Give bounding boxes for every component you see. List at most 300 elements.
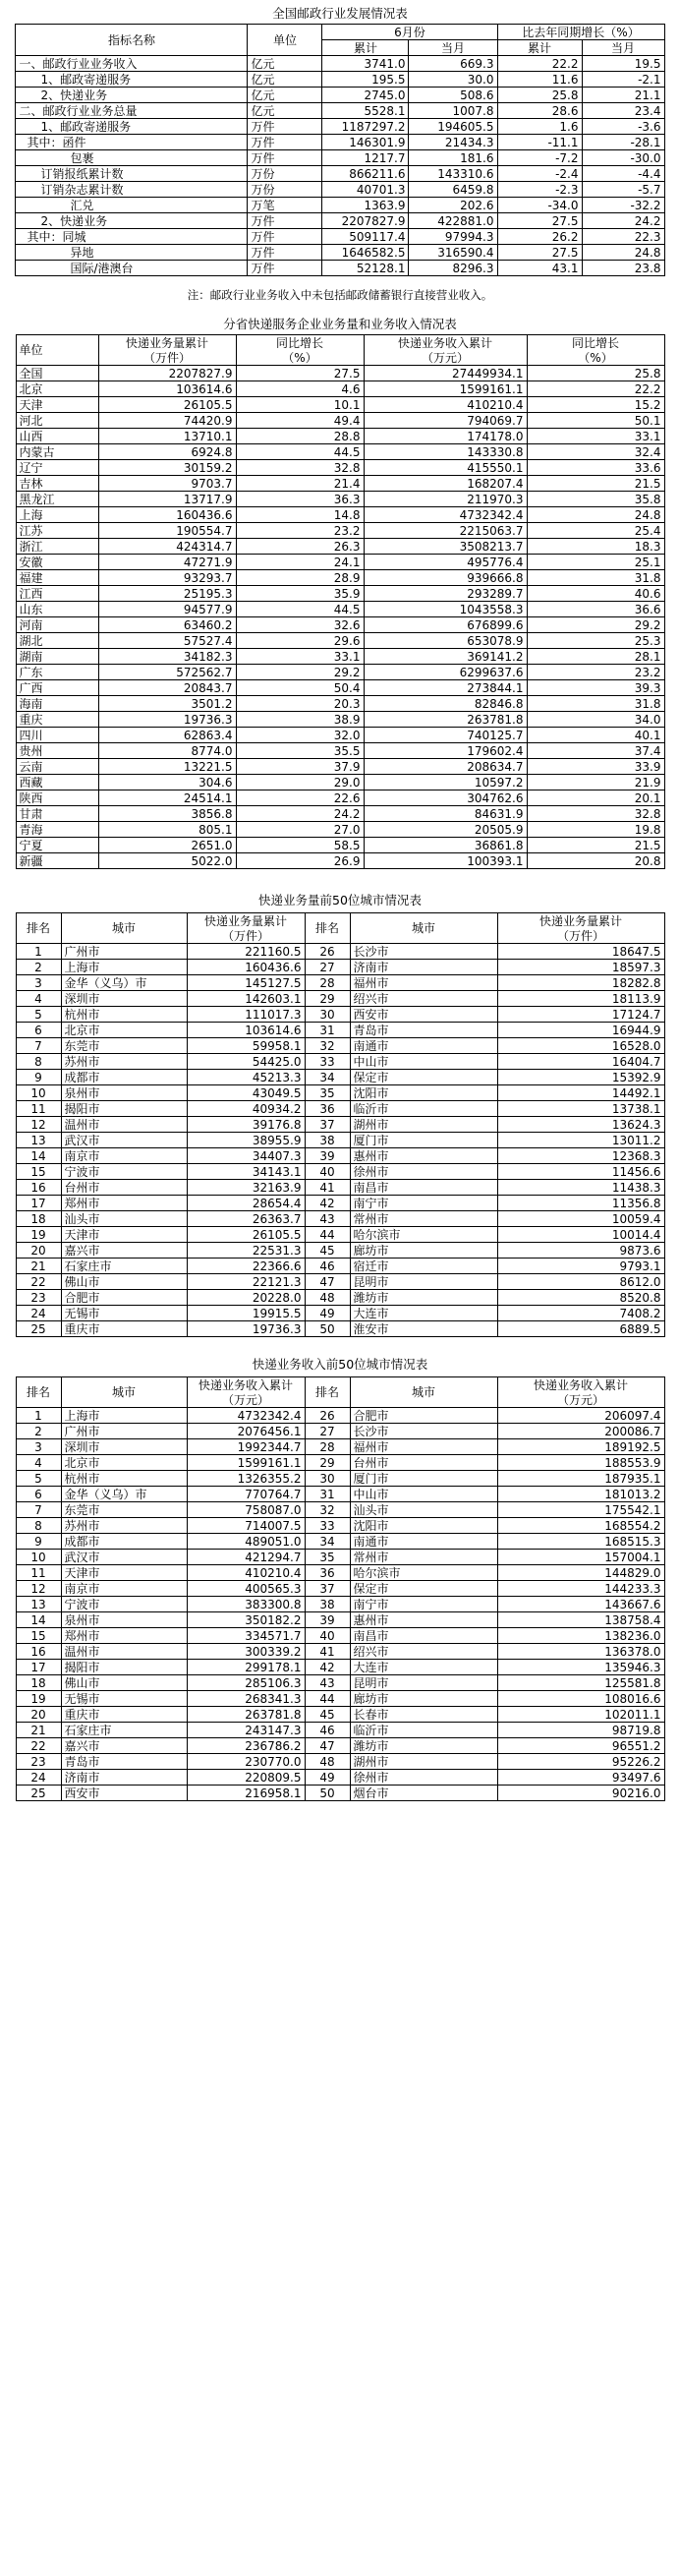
city-cell: 南通市: [350, 1534, 497, 1550]
volume-growth-cell: 32.0: [236, 728, 364, 743]
rank-cell: 6: [16, 1487, 61, 1502]
revenue-cell: 410210.4: [187, 1565, 305, 1581]
table-row: [16, 822, 664, 838]
table-row: [16, 1164, 664, 1180]
rank-cell: 22: [16, 1738, 61, 1754]
cumulative-cell: 195.5: [322, 72, 409, 88]
revenue-cell: 740125.7: [364, 728, 527, 743]
volume-cell: 8612.0: [497, 1274, 664, 1290]
revenue-cell: 93497.6: [497, 1770, 664, 1786]
rank-cell: 1: [16, 1408, 61, 1424]
revenue-cell: 138236.0: [497, 1628, 664, 1644]
revenue-cell: 758087.0: [187, 1502, 305, 1518]
table-row: [16, 56, 664, 72]
volume-cell: 10014.4: [497, 1227, 664, 1243]
province-cell: 重庆: [16, 712, 98, 728]
city-cell: 大连市: [350, 1306, 497, 1321]
header-revenue-growth-unit: （%）: [527, 350, 664, 366]
table1-section: [0, 0, 680, 303]
table-row: [16, 103, 664, 119]
province-cell: 山东: [16, 602, 98, 617]
volume-cell: 12368.3: [497, 1148, 664, 1164]
volume-cell: 9703.7: [98, 476, 236, 492]
header-growth-cumulative: 累计: [497, 40, 582, 56]
revenue-growth-cell: 28.1: [527, 649, 664, 665]
volume-cell: 13710.1: [98, 429, 236, 444]
table-row: [16, 135, 664, 150]
table-row: [16, 1660, 664, 1675]
revenue-growth-cell: 18.3: [527, 539, 664, 555]
volume-cell: 40934.2: [187, 1101, 305, 1117]
revenue-cell: 1599161.1: [364, 381, 527, 397]
volume-growth-cell: 36.3: [236, 492, 364, 507]
city-cell: 哈尔滨市: [350, 1227, 497, 1243]
revenue-cell: 236786.2: [187, 1738, 305, 1754]
revenue-growth-cell: 33.1: [527, 429, 664, 444]
table2-body: [16, 366, 664, 869]
revenue-growth-cell: 31.8: [527, 570, 664, 586]
revenue-cell: 206097.4: [497, 1408, 664, 1424]
rank-cell: 35: [305, 1550, 350, 1565]
growth-cumulative-cell: 28.6: [497, 103, 582, 119]
volume-growth-cell: 27.0: [236, 822, 364, 838]
revenue-cell: 273844.1: [364, 680, 527, 696]
rank-cell: 31: [305, 1023, 350, 1038]
header-rank: 排名: [16, 1377, 61, 1408]
city-cell: 临沂市: [350, 1101, 497, 1117]
revenue-cell: 188553.9: [497, 1455, 664, 1471]
volume-growth-cell: 23.2: [236, 523, 364, 539]
header-volume-cum-unit: （万件）: [187, 928, 305, 944]
rank-cell: 38: [305, 1133, 350, 1148]
table-row: [16, 88, 664, 103]
header-volume: 快递业务量累计: [98, 335, 236, 351]
table-row: [16, 728, 664, 743]
revenue-cell: 293289.7: [364, 586, 527, 602]
revenue-cell: 1992344.7: [187, 1439, 305, 1455]
rank-cell: 23: [16, 1754, 61, 1770]
rank-cell: 37: [305, 1117, 350, 1133]
volume-growth-cell: 29.0: [236, 775, 364, 790]
cumulative-cell: 509117.4: [322, 229, 409, 245]
unit-cell: 万件: [248, 229, 322, 245]
revenue-cell: 200086.7: [497, 1424, 664, 1439]
rank-cell: 14: [16, 1148, 61, 1164]
province-cell: 青海: [16, 822, 98, 838]
volume-cell: 18597.3: [497, 960, 664, 975]
rank-cell: 13: [16, 1133, 61, 1148]
city-cell: 南昌市: [350, 1628, 497, 1644]
revenue-growth-cell: 21.5: [527, 838, 664, 853]
city-cell: 常州市: [350, 1550, 497, 1565]
city-cell: 绍兴市: [350, 991, 497, 1007]
revenue-cell: 263781.8: [364, 712, 527, 728]
table-row: [16, 1770, 664, 1786]
table1-title: 全国邮政行业发展情况表: [272, 6, 408, 21]
rank-cell: 28: [305, 975, 350, 991]
revenue-cell: 714007.5: [187, 1518, 305, 1534]
growth-cumulative-cell: 1.6: [497, 119, 582, 135]
indicator-cell: 异地: [16, 245, 248, 261]
rank-cell: 13: [16, 1597, 61, 1612]
revenue-cell: 676899.6: [364, 617, 527, 633]
city-cell: 成都市: [61, 1070, 187, 1085]
revenue-growth-cell: 24.8: [527, 507, 664, 523]
growth-cumulative-cell: -7.2: [497, 150, 582, 166]
volume-cell: 34407.3: [187, 1148, 305, 1164]
rank-cell: 44: [305, 1227, 350, 1243]
header-revenue-cum-unit: （万元）: [187, 1392, 305, 1408]
city-cell: 上海市: [61, 960, 187, 975]
header-city: 城市: [61, 913, 187, 944]
revenue-cell: 3508213.7: [364, 539, 527, 555]
volume-cell: 142603.1: [187, 991, 305, 1007]
revenue-cell: 794069.7: [364, 413, 527, 429]
table-row: [16, 1259, 664, 1274]
rank-cell: 25: [16, 1786, 61, 1801]
volume-growth-cell: 37.9: [236, 759, 364, 775]
growth-cumulative-cell: -2.4: [497, 166, 582, 182]
city-cell: 南京市: [61, 1581, 187, 1597]
rank-cell: 12: [16, 1581, 61, 1597]
growth-month-cell: -28.1: [582, 135, 664, 150]
table-row: [16, 1439, 664, 1455]
rank-cell: 49: [305, 1770, 350, 1786]
table2-title: 分省快递服务企业业务量和业务收入情况表: [223, 317, 457, 331]
city-cell: 无锡市: [61, 1306, 187, 1321]
table-row: [16, 712, 664, 728]
city-cell: 南宁市: [350, 1597, 497, 1612]
province-cell: 广东: [16, 665, 98, 680]
rank-cell: 22: [16, 1274, 61, 1290]
indicator-cell: 1、邮政寄递服务: [16, 72, 248, 88]
table-row: [16, 1180, 664, 1196]
province-cell: 北京: [16, 381, 98, 397]
volume-cell: 22531.3: [187, 1243, 305, 1259]
table-row: [16, 507, 664, 523]
revenue-growth-cell: 37.4: [527, 743, 664, 759]
indicator-cell: 二、邮政行业业务总量: [16, 103, 248, 119]
rank-cell: 42: [305, 1196, 350, 1211]
indicator-cell: 其中：同城: [16, 229, 248, 245]
volume-cell: 11438.3: [497, 1180, 664, 1196]
volume-cell: 18282.8: [497, 975, 664, 991]
table-row: [16, 555, 664, 570]
revenue-growth-cell: 50.1: [527, 413, 664, 429]
rank-cell: 9: [16, 1534, 61, 1550]
province-cell: 广西: [16, 680, 98, 696]
table-row: [16, 523, 664, 539]
revenue-cell: 179602.4: [364, 743, 527, 759]
table-row: [16, 166, 664, 182]
volume-cell: 94577.9: [98, 602, 236, 617]
revenue-cell: 189192.5: [497, 1439, 664, 1455]
table-row: [16, 775, 664, 790]
city-cell: 深圳市: [61, 1439, 187, 1455]
table-row: [16, 261, 664, 276]
cumulative-cell: 2207827.9: [322, 213, 409, 229]
revenue-cell: 181013.2: [497, 1487, 664, 1502]
volume-growth-cell: 27.5: [236, 366, 364, 381]
rank-cell: 7: [16, 1038, 61, 1054]
city-cell: 东莞市: [61, 1502, 187, 1518]
table-row: [16, 229, 664, 245]
rank-cell: 41: [305, 1644, 350, 1660]
volume-cell: 20228.0: [187, 1290, 305, 1306]
rank-cell: 37: [305, 1581, 350, 1597]
header-province-unit: 单位: [16, 335, 98, 366]
table-row: [16, 633, 664, 649]
indicator-cell: 2、快递业务: [16, 88, 248, 103]
table-row: [16, 1691, 664, 1707]
volume-cell: 10059.4: [497, 1211, 664, 1227]
revenue-growth-cell: 32.8: [527, 806, 664, 822]
revenue-growth-cell: 25.4: [527, 523, 664, 539]
unit-cell: 万件: [248, 135, 322, 150]
table-row: [16, 838, 664, 853]
header-growth-month: 当月: [582, 40, 664, 56]
volume-cell: 7408.2: [497, 1306, 664, 1321]
city-cell: 厦门市: [350, 1133, 497, 1148]
revenue-cell: 98719.8: [497, 1723, 664, 1738]
province-cell: 江西: [16, 586, 98, 602]
city-cell: 哈尔滨市: [350, 1565, 497, 1581]
table-row: [16, 1487, 664, 1502]
city-cell: 台州市: [350, 1455, 497, 1471]
province-cell: 浙江: [16, 539, 98, 555]
city-cell: 大连市: [350, 1660, 497, 1675]
rank-cell: 18: [16, 1675, 61, 1691]
rank-cell: 4: [16, 1455, 61, 1471]
revenue-growth-cell: 22.2: [527, 381, 664, 397]
revenue-cell: 2215063.7: [364, 523, 527, 539]
city-cell: 南昌市: [350, 1180, 497, 1196]
table-row: [16, 1518, 664, 1534]
volume-cell: 9793.1: [497, 1259, 664, 1274]
month-cell: 202.6: [409, 198, 497, 213]
rank-cell: 36: [305, 1565, 350, 1581]
province-cell: 辽宁: [16, 460, 98, 476]
top50-revenue-table: [16, 1376, 665, 1801]
header-revenue-cum: 快递业务收入累计: [187, 1377, 305, 1393]
revenue-cell: 4732342.4: [187, 1408, 305, 1424]
table-row: [16, 1243, 664, 1259]
table-row: [16, 1133, 664, 1148]
city-cell: 汕头市: [350, 1502, 497, 1518]
unit-cell: 万份: [248, 166, 322, 182]
province-cell: 湖北: [16, 633, 98, 649]
city-cell: 合肥市: [350, 1408, 497, 1424]
volume-cell: 16528.0: [497, 1038, 664, 1054]
rank-cell: 40: [305, 1628, 350, 1644]
table3-body: [16, 944, 664, 1337]
revenue-growth-cell: 33.6: [527, 460, 664, 476]
city-cell: 潍坊市: [350, 1290, 497, 1306]
revenue-cell: 770764.7: [187, 1487, 305, 1502]
city-cell: 常州市: [350, 1211, 497, 1227]
city-cell: 金华（义乌）市: [61, 975, 187, 991]
volume-growth-cell: 28.8: [236, 429, 364, 444]
rank-cell: 5: [16, 1471, 61, 1487]
volume-cell: 11356.8: [497, 1196, 664, 1211]
city-cell: 济南市: [350, 960, 497, 975]
rank-cell: 17: [16, 1196, 61, 1211]
rank-cell: 28: [305, 1439, 350, 1455]
table-row: [16, 492, 664, 507]
month-cell: 6459.8: [409, 182, 497, 198]
city-cell: 无锡市: [61, 1691, 187, 1707]
city-cell: 长春市: [350, 1707, 497, 1723]
province-cell: 安徽: [16, 555, 98, 570]
growth-cumulative-cell: 11.6: [497, 72, 582, 88]
province-cell: 福建: [16, 570, 98, 586]
growth-month-cell: 21.1: [582, 88, 664, 103]
revenue-cell: 36861.8: [364, 838, 527, 853]
rank-cell: 45: [305, 1243, 350, 1259]
province-express-table: [16, 334, 665, 869]
cumulative-cell: 1217.7: [322, 150, 409, 166]
header-revenue-cum-right: 快递业务收入累计: [497, 1377, 664, 1393]
cumulative-cell: 1363.9: [322, 198, 409, 213]
volume-cell: 3856.8: [98, 806, 236, 822]
volume-cell: 16404.7: [497, 1054, 664, 1070]
table1-note: 注：邮政行业业务收入中未包括邮政储蓄银行直接营业收入。: [187, 288, 493, 302]
city-cell: 武汉市: [61, 1550, 187, 1565]
table-row: [16, 665, 664, 680]
table-row: [16, 1550, 664, 1565]
city-cell: 临沂市: [350, 1723, 497, 1738]
rank-cell: 30: [305, 1471, 350, 1487]
table-row: [16, 1290, 664, 1306]
revenue-growth-cell: 40.1: [527, 728, 664, 743]
rank-cell: 47: [305, 1274, 350, 1290]
city-cell: 苏州市: [61, 1054, 187, 1070]
city-cell: 湖州市: [350, 1754, 497, 1770]
volume-cell: 22366.6: [187, 1259, 305, 1274]
growth-month-cell: 22.3: [582, 229, 664, 245]
table2-section: [0, 317, 680, 869]
growth-month-cell: -2.1: [582, 72, 664, 88]
volume-growth-cell: 21.4: [236, 476, 364, 492]
rank-cell: 4: [16, 991, 61, 1007]
revenue-cell: 350182.2: [187, 1612, 305, 1628]
rank-cell: 8: [16, 1518, 61, 1534]
city-cell: 长沙市: [350, 944, 497, 960]
city-cell: 中山市: [350, 1054, 497, 1070]
province-cell: 云南: [16, 759, 98, 775]
volume-growth-cell: 26.3: [236, 539, 364, 555]
month-cell: 422881.0: [409, 213, 497, 229]
unit-cell: 亿元: [248, 88, 322, 103]
revenue-cell: 100393.1: [364, 853, 527, 869]
rank-cell: 1: [16, 944, 61, 960]
table-row: [16, 1101, 664, 1117]
growth-cumulative-cell: 25.8: [497, 88, 582, 103]
header-city-right: 城市: [350, 913, 497, 944]
revenue-growth-cell: 25.3: [527, 633, 664, 649]
revenue-growth-cell: 39.3: [527, 680, 664, 696]
table-row: [16, 570, 664, 586]
table-row: [16, 413, 664, 429]
volume-cell: 93293.7: [98, 570, 236, 586]
revenue-cell: 415550.1: [364, 460, 527, 476]
header-revenue-growth: 同比增长: [527, 335, 664, 351]
volume-cell: 13011.2: [497, 1133, 664, 1148]
volume-cell: 805.1: [98, 822, 236, 838]
rank-cell: 10: [16, 1085, 61, 1101]
volume-cell: 14492.1: [497, 1085, 664, 1101]
rank-cell: 23: [16, 1290, 61, 1306]
table-row: [16, 1707, 664, 1723]
volume-cell: 63460.2: [98, 617, 236, 633]
city-cell: 青岛市: [61, 1754, 187, 1770]
table-row: [16, 1738, 664, 1754]
volume-growth-cell: 26.9: [236, 853, 364, 869]
city-cell: 苏州市: [61, 1518, 187, 1534]
growth-cumulative-cell: 27.5: [497, 213, 582, 229]
city-cell: 佛山市: [61, 1675, 187, 1691]
table-row: [16, 1786, 664, 1801]
volume-cell: 20843.7: [98, 680, 236, 696]
revenue-cell: 400565.3: [187, 1581, 305, 1597]
rank-cell: 47: [305, 1738, 350, 1754]
province-cell: 西藏: [16, 775, 98, 790]
city-cell: 武汉市: [61, 1133, 187, 1148]
postal-industry-table: [15, 24, 664, 276]
volume-cell: 30159.2: [98, 460, 236, 476]
volume-cell: 19736.3: [187, 1321, 305, 1337]
volume-cell: 47271.9: [98, 555, 236, 570]
growth-month-cell: 19.5: [582, 56, 664, 72]
table-row: [16, 1306, 664, 1321]
month-cell: 508.6: [409, 88, 497, 103]
city-cell: 北京市: [61, 1455, 187, 1471]
volume-cell: 13717.9: [98, 492, 236, 507]
volume-growth-cell: 29.2: [236, 665, 364, 680]
header-volume-growth-unit: （%）: [236, 350, 364, 366]
indicator-cell: 订销报纸累计数: [16, 166, 248, 182]
revenue-growth-cell: 33.9: [527, 759, 664, 775]
revenue-cell: 96551.2: [497, 1738, 664, 1754]
rank-cell: 5: [16, 1007, 61, 1023]
rank-cell: 18: [16, 1211, 61, 1227]
revenue-growth-cell: 21.9: [527, 775, 664, 790]
header-rank: 排名: [16, 913, 61, 944]
table-row: [16, 1070, 664, 1085]
revenue-growth-cell: 20.8: [527, 853, 664, 869]
rank-cell: 11: [16, 1565, 61, 1581]
header-city-right: 城市: [350, 1377, 497, 1408]
rank-cell: 19: [16, 1691, 61, 1707]
revenue-cell: 144829.0: [497, 1565, 664, 1581]
table-row: [16, 586, 664, 602]
revenue-cell: 243147.3: [187, 1723, 305, 1738]
rank-cell: 16: [16, 1180, 61, 1196]
cumulative-cell: 146301.9: [322, 135, 409, 150]
table-row: [16, 975, 664, 991]
indicator-cell: 汇兑: [16, 198, 248, 213]
rank-cell: 35: [305, 1085, 350, 1101]
rank-cell: 27: [305, 1424, 350, 1439]
city-cell: 郑州市: [61, 1196, 187, 1211]
volume-cell: 6924.8: [98, 444, 236, 460]
table-row: [16, 649, 664, 665]
city-cell: 长沙市: [350, 1424, 497, 1439]
month-cell: 316590.4: [409, 245, 497, 261]
volume-growth-cell: 32.6: [236, 617, 364, 633]
volume-cell: 103614.6: [98, 381, 236, 397]
city-cell: 深圳市: [61, 991, 187, 1007]
